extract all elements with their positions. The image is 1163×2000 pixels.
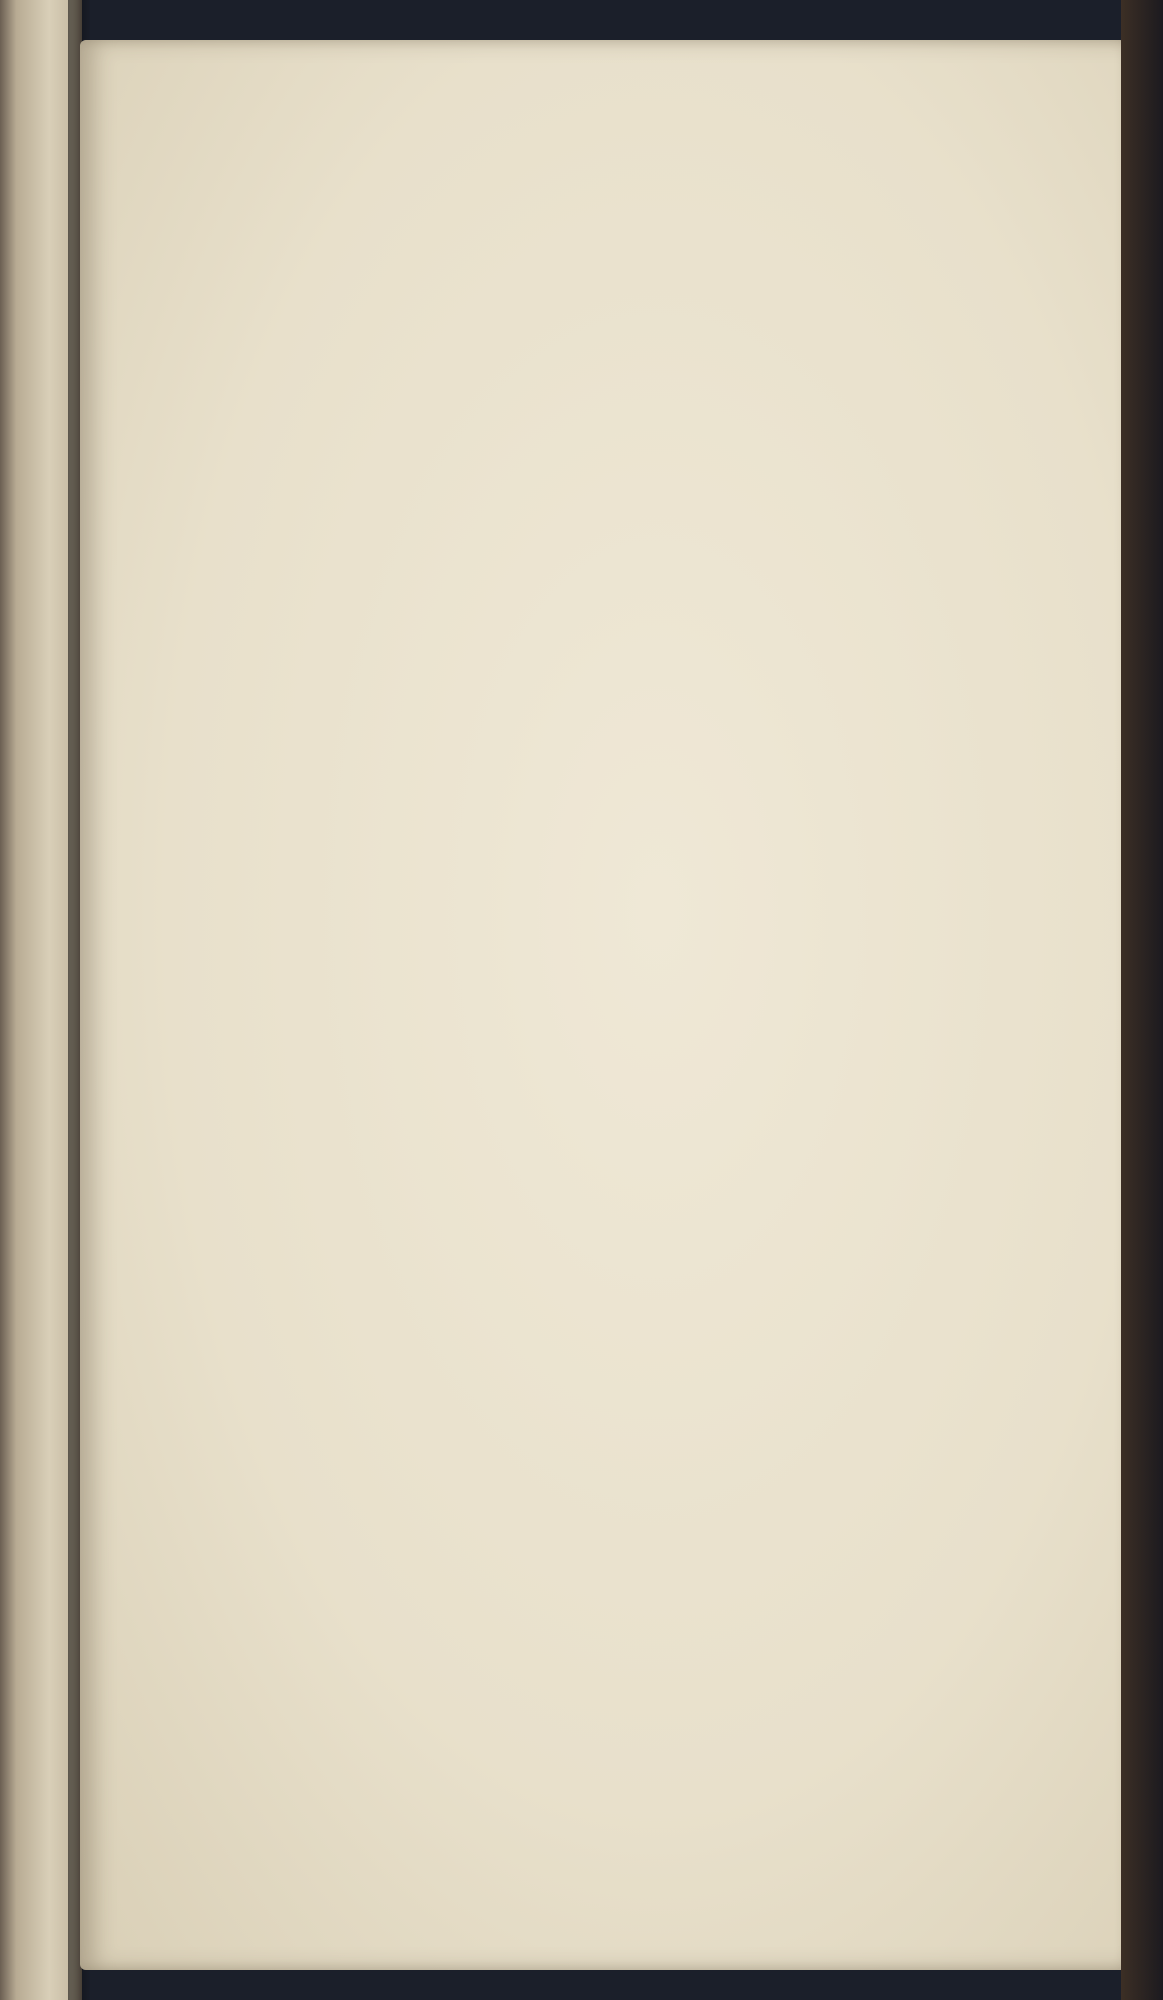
book-page	[80, 40, 1130, 1970]
page-edge-background	[1121, 0, 1163, 2000]
previous-page-text-fragments	[0, 0, 70, 2000]
